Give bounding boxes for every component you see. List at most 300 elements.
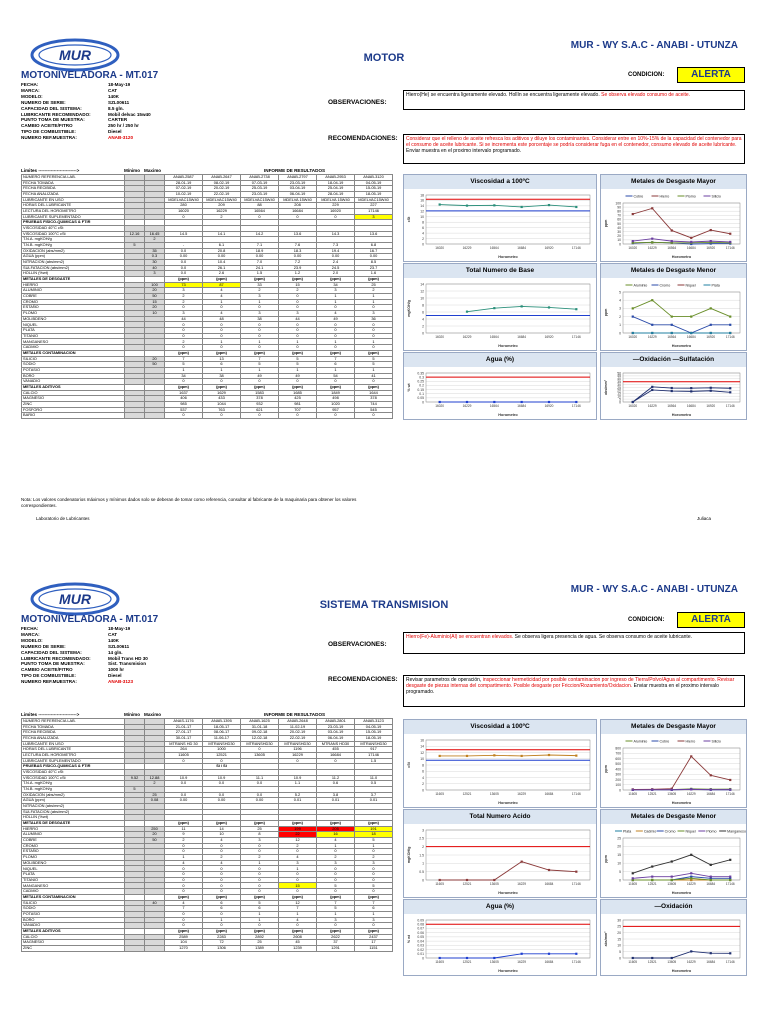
y-tick-label: 0.15 (417, 387, 424, 392)
row-label: TITANIO (22, 333, 125, 339)
y-tick-label: 45 (617, 374, 621, 379)
y-tick-label: 10 (420, 215, 424, 220)
x-axis-label: Horometro (498, 891, 518, 895)
result-cell: 0 (279, 379, 317, 385)
result-cell: 1270 (165, 945, 203, 951)
result-cell: 13.6 (279, 231, 317, 237)
chart-title: Metales de Desgaste Menor (601, 810, 746, 824)
row-label: NIQUEL (22, 322, 125, 328)
result-cell: 04-05-19 (355, 724, 393, 730)
result-cell: 2.6 (203, 271, 241, 277)
y-axis-label: ppm (604, 765, 608, 773)
result-cell: 0.6 (317, 781, 355, 787)
logo-text: MUR (59, 591, 91, 607)
x-tick-label: 16229 (647, 335, 657, 339)
info-value: 140K (108, 637, 119, 643)
data-point (671, 316, 673, 318)
result-cell: (ppm) (279, 384, 317, 390)
row-label: ZINC (22, 401, 125, 407)
data-point (439, 957, 441, 959)
result-cell: 1629 (203, 390, 241, 396)
result-cell: 0 (165, 305, 203, 311)
x-tick-label: 16020 (628, 404, 638, 408)
result-cell: 2 (241, 288, 279, 294)
row-label: PLATA (22, 328, 125, 334)
result-cell: MTRANSHD30 (279, 741, 317, 747)
chart-title: Viscosidad a 100ºC (404, 720, 596, 734)
result-cell: 3 (279, 311, 317, 317)
result-cell: 0 (317, 333, 355, 339)
result-cell: 1044 (203, 401, 241, 407)
result-cell: 0 (165, 413, 203, 419)
result-cell: 11605 (165, 753, 203, 759)
table-note: Nota: Los valores condenatorios máximos y mínimos dados solo se deberan de tomar como referencia, consultar al fabricante de la maquinaria para obtener los valores correspondientes. (21, 497, 357, 508)
recommendation-part: Revisar parametros de operación, (406, 677, 483, 683)
data-point (651, 207, 653, 209)
result-cell: MTRANSHD30 (241, 741, 279, 747)
series-line (633, 951, 731, 958)
result-cell: (ppm) (203, 928, 241, 934)
result-cell: 0 (279, 214, 317, 220)
report-title: SISTEMA TRANSMISION (319, 599, 449, 611)
legend-label: Plata (623, 829, 632, 834)
x-tick-label: 13605 (489, 960, 499, 964)
data-point (632, 213, 634, 215)
result-cell: 18 (355, 832, 393, 838)
result-cell: 0 (355, 379, 393, 385)
result-cell: 3 (355, 311, 393, 317)
result-cell: 1 (355, 294, 393, 300)
result-cell: 0 (317, 866, 355, 872)
y-tick-label: 6 (422, 769, 424, 774)
result-cell: 20-02-19 (203, 186, 241, 192)
result-cell: (ppm) (355, 384, 393, 390)
result-cell: 0 (279, 328, 317, 334)
result-cell: (ppm) (241, 384, 279, 390)
result-cell: 11.0 (355, 775, 393, 781)
result-cell: 12 (279, 900, 317, 906)
data-point (710, 774, 712, 776)
data-point (671, 860, 673, 862)
result-cell: 72 (203, 940, 241, 946)
result-cell: 0 (241, 345, 279, 351)
max-limit: 40 (145, 900, 165, 906)
result-cell: 0 (355, 305, 393, 311)
x-tick-label: 17146 (571, 404, 581, 408)
info-row (21, 135, 151, 141)
x-tick-label: 17146 (725, 404, 735, 408)
result-cell: 0 (355, 328, 393, 334)
result-cell: 3 (355, 860, 393, 866)
result-cell: 25-04-19 (317, 186, 355, 192)
x-axis-label: Horometro (671, 413, 692, 417)
row-label: T.N.A. mgKOH/g (22, 781, 125, 787)
result-cell: (ppm) (241, 928, 279, 934)
result-cell: 104 (165, 940, 203, 946)
y-tick-label: 10 (617, 861, 621, 866)
max-limit: 20 (145, 832, 165, 838)
observation-part: Hierro(He) se encuentra ligeramente elevado. Hollín se encuentra ligeramente elevado. (406, 92, 602, 98)
y-axis-label: mgKOH/g (407, 300, 411, 317)
data-point (651, 332, 653, 334)
result-cell: 3 (241, 294, 279, 300)
data-point (710, 789, 712, 791)
y-tick-label: 0 (422, 788, 424, 793)
row-label: AGUA (ppm) (22, 798, 125, 804)
x-tick-label: 16920 (706, 335, 716, 339)
data-point (651, 241, 653, 243)
result-cell: 0 (317, 889, 355, 895)
data-point (548, 204, 550, 206)
x-axis-label: Horometro (671, 801, 692, 805)
y-tick-label: 300 (615, 772, 621, 777)
y-tick-label: 0 (422, 400, 424, 405)
x-tick-label: 16229 (517, 960, 527, 964)
row-label: NIQUEL (22, 866, 125, 872)
result-cell: 7.2 (279, 260, 317, 266)
machine-name: MOTONIVELADORA - MT.017 (21, 70, 159, 81)
result-cell: 0.00 (165, 254, 203, 260)
result-cell: 37 (317, 940, 355, 946)
result-cell: 1583 (241, 390, 279, 396)
legend-label: Aluminio (633, 739, 648, 744)
x-axis-label: Horometro (671, 344, 692, 348)
result-cell: 378 (355, 396, 393, 402)
legend-label: Cobre (633, 194, 644, 199)
recommendations-label: RECOMENDACIONES: (328, 135, 398, 142)
result-cell: 1 (355, 339, 393, 345)
result-cell: (ppm) (355, 350, 393, 356)
y-tick-label: 10 (420, 757, 424, 762)
max-limit: 35 (145, 248, 165, 254)
result-cell: (ppm) (355, 894, 393, 900)
result-cell: 24.1 (241, 265, 279, 271)
result-cell: 5 (241, 900, 279, 906)
data-point (493, 754, 495, 756)
row-label: HIERRO (22, 282, 125, 288)
result-cell: 15-05-19 (355, 730, 393, 736)
result-cell: 1 (355, 367, 393, 373)
result-cell: 4 (279, 917, 317, 923)
max-limit: 3 (145, 271, 165, 277)
data-point (651, 789, 653, 791)
result-cell: 7.0 (241, 260, 279, 266)
x-axis-label: Horometro (671, 969, 692, 973)
result-cell: 0 (241, 883, 279, 889)
result-cell: MDELVAC15W40 (241, 197, 279, 203)
result-cell: 2 (165, 294, 203, 300)
data-point (521, 401, 523, 403)
result-cell: 763 (203, 407, 241, 413)
result-cell: 1849 (317, 390, 355, 396)
chart-svg (404, 810, 596, 897)
result-cell: 0.0 (165, 271, 203, 277)
result-cell: 18-05-19 (355, 192, 393, 198)
info-label: FECHA: (21, 82, 39, 87)
result-cell: 2 (203, 214, 241, 220)
y-tick-label: 4 (422, 231, 424, 236)
result-cell: (ppm) (241, 894, 279, 900)
result-cell: 23.7 (355, 265, 393, 271)
x-tick-label: 17146 (571, 792, 581, 796)
legend-label: Niquel (685, 829, 696, 834)
max-limit: 0.3 (145, 254, 165, 260)
info-value: CAT (108, 87, 118, 93)
result-cell: MDELVA 15W40 (317, 197, 355, 203)
legend-label: Plata (711, 283, 720, 288)
result-cell: 73 (165, 282, 203, 288)
data-point (632, 877, 634, 879)
result-cell: 10-02-19 (165, 192, 203, 198)
row-label: LUBRICANTE SUPLEMENTADO (22, 214, 125, 220)
result-cell: (ppm) (203, 277, 241, 283)
row-label: HIERRO (22, 826, 125, 832)
max-limit: 20 (145, 356, 165, 362)
result-cell: MTRANSHD30 (203, 741, 241, 747)
results-label: INFORME DE RESULTADOS (264, 168, 326, 173)
y-tick-label: 25 (617, 836, 621, 841)
table-row (22, 945, 393, 951)
legend-label: Cobre (659, 739, 670, 744)
result-cell: 917 (355, 747, 393, 753)
result-cell: 14.2 (241, 231, 279, 237)
row-label: VISCOSIDAD 100°C cSt (22, 231, 125, 237)
result-cell: 34 (165, 373, 203, 379)
result-cell: 0.0 (165, 260, 203, 266)
row-label: POTASIO (22, 367, 125, 373)
result-cell: 10 (203, 832, 241, 838)
result-cell: 1 (241, 860, 279, 866)
chart-panel (403, 719, 597, 808)
info-value: SZL00611 (108, 99, 130, 105)
result-cell: 1 (203, 339, 241, 345)
result-cell: (ppm) (203, 384, 241, 390)
y-tick-label: 20 (617, 930, 621, 935)
x-tick-label: 16920 (544, 335, 554, 339)
data-point (690, 316, 692, 318)
result-cell: 18-05-19 (355, 736, 393, 742)
result-cell: 04-05-19 (355, 180, 393, 186)
result-cell: 2608 (279, 934, 317, 940)
result-cell: 0 (203, 379, 241, 385)
max-limit (145, 945, 165, 951)
info-label: LUBRICANTE RECOMENDADO: (21, 111, 91, 117)
data-point (729, 779, 731, 781)
result-cell: (ppm) (317, 350, 355, 356)
data-point (690, 854, 692, 856)
row-label: FOSFORO (22, 407, 125, 413)
result-cell: 45 (279, 940, 317, 946)
result-cell: ANAB-3120 (355, 175, 393, 181)
result-cell: 5 (355, 838, 393, 844)
y-tick-label: 6 (422, 225, 424, 230)
y-tick-label: 1 (422, 861, 424, 866)
result-cell: 0 (317, 872, 355, 878)
result-cell: 1 (355, 843, 393, 849)
row-label: AGUA (ppm) (22, 254, 125, 260)
y-tick-label: 0 (422, 331, 424, 336)
result-cell: 0 (355, 923, 393, 929)
result-cell: 1.1 (279, 781, 317, 787)
y-tick-label: 5 (619, 397, 621, 402)
result-cell: 2.4 (317, 260, 355, 266)
result-cell: 0.00 (241, 254, 279, 260)
data-point (690, 332, 692, 334)
result-cell: 0 (241, 413, 279, 419)
result-cell: 3.8 (317, 792, 355, 798)
info-value: 1000 hr (108, 667, 125, 673)
result-cell: 14.5 (165, 231, 203, 237)
y-tick-label: 4 (422, 317, 424, 322)
y-tick-label: 90 (617, 205, 621, 210)
result-cell: 2892 (241, 934, 279, 940)
recommendations-label: RECOMENDACIONES: (328, 676, 398, 683)
y-tick-label: 0.2 (419, 383, 424, 388)
result-cell: 3 (241, 838, 279, 844)
result-cell: 38 (203, 373, 241, 379)
result-cell: 0 (317, 328, 355, 334)
data-point (690, 788, 692, 790)
result-cell: 0 (279, 877, 317, 883)
result-cell: 34 (317, 282, 355, 288)
result-cell: Si / Si (203, 764, 241, 770)
result-cell: 0 (165, 214, 203, 220)
info-label: CAPACIDAD DEL SISTEMA: (21, 105, 82, 111)
result-cell: 0 (279, 849, 317, 855)
data-point (710, 387, 712, 389)
result-cell: 12 (279, 838, 317, 844)
result-cell: ANAB-1625 (241, 719, 279, 725)
result-cell: 11-02-19 (279, 724, 317, 730)
y-tick-label: 12 (420, 750, 424, 755)
legend-label: Plomo (685, 194, 696, 199)
min-limit: 9.52 (125, 775, 145, 781)
max-limit: 12.88 (145, 775, 165, 781)
row-label: MOLIBDENO (22, 316, 125, 322)
result-cell: 1000 (203, 747, 241, 753)
info-value: Mobil Trans HD 30 (108, 655, 148, 661)
row-label: OXIDACION (abs/mm2) (22, 248, 125, 254)
data-point (729, 879, 731, 881)
result-cell: 0 (165, 345, 203, 351)
data-point (710, 229, 712, 231)
x-tick-label: 16020 (628, 335, 638, 339)
result-cell: 0.0 (203, 781, 241, 787)
result-cell: 6.8 (355, 243, 393, 249)
recommendations-text (403, 134, 745, 164)
row-label: METALES CONTAMINACION (22, 894, 125, 900)
result-cell: 31-01-18 (241, 724, 279, 730)
result-cell: 5 (355, 356, 393, 362)
result-cell: 0 (165, 872, 203, 878)
x-tick-label: 16229 (647, 246, 657, 250)
y-tick-label: 0 (619, 331, 621, 336)
data-point (651, 876, 653, 878)
max-label: Maximo (144, 712, 162, 717)
result-cell: 1 (241, 917, 279, 923)
result-cell: 0 (355, 877, 393, 883)
data-point (493, 307, 495, 309)
result-cell: 25 (241, 826, 279, 832)
row-label: T.N.A. mgKOH/g (22, 237, 125, 243)
result-cell: 20.8 (203, 248, 241, 254)
data-point (671, 876, 673, 878)
data-point (729, 241, 731, 243)
info-value: Diesel (108, 673, 122, 679)
result-cell: 0 (317, 877, 355, 883)
y-tick-label: 15 (617, 391, 621, 396)
result-cell: MTRANS HD 30 (165, 741, 203, 747)
result-cell: 5 (317, 906, 355, 912)
result-cell: 16684 (279, 209, 317, 215)
chart-svg (601, 720, 746, 807)
min-limit (125, 413, 145, 419)
legend-label: Silicio (711, 194, 721, 199)
y-tick-label: 0 (422, 242, 424, 247)
data-point (439, 401, 441, 403)
max-limit: 40 (145, 265, 165, 271)
result-cell: 7.1 (241, 243, 279, 249)
result-cell: 1644 (355, 390, 393, 396)
data-point (729, 859, 731, 861)
data-point (729, 391, 731, 393)
x-tick-label: 16684 (686, 246, 696, 250)
result-cell: (ppm) (355, 277, 393, 283)
result-cell: 0 (165, 379, 203, 385)
max-limit: 20 (145, 288, 165, 294)
info-label: FECHA: (21, 626, 39, 631)
observation-part: Se observa ligera presencia de agua. Se observa consumo de aceite lubricante. (513, 634, 692, 640)
result-cell: (ppm) (317, 277, 355, 283)
result-cell: 0 (241, 379, 279, 385)
result-cell: 0.00 (203, 254, 241, 260)
result-cell: 22 (279, 832, 317, 838)
y-tick-label: 500 (615, 762, 621, 767)
result-cell: 5 (279, 362, 317, 368)
condition-badge: ALERTA (677, 67, 745, 83)
result-cell: 0 (279, 299, 317, 305)
row-label: PRUEBAS FISICO-QUIMICAS & FTIR (22, 764, 125, 770)
y-axis-label: % wt (407, 934, 411, 944)
result-cell: 2622 (317, 934, 355, 940)
chart-title: Agua (%) (404, 900, 596, 914)
row-label: BORO (22, 917, 125, 923)
y-tick-label: 2 (422, 844, 424, 849)
data-point (521, 206, 523, 208)
row-label: PLOMO (22, 311, 125, 317)
data-point (710, 307, 712, 309)
result-cell: ANAB-2797 (279, 175, 317, 181)
x-tick-label: 16020 (435, 335, 445, 339)
result-cell: 0.5 (355, 781, 393, 787)
result-cell: 6 (203, 906, 241, 912)
result-cell: 2 (165, 339, 203, 345)
info-label: LUBRICANTE RECOMENDADO: (21, 655, 91, 661)
series-line (633, 855, 731, 873)
data-point (493, 204, 495, 206)
result-cell: 0 (203, 872, 241, 878)
row-label: COBRE (22, 294, 125, 300)
chart-panel (600, 263, 747, 351)
x-tick-label: 16229 (686, 882, 696, 886)
max-label: Maximo (144, 168, 162, 173)
y-tick-label: 50 (617, 221, 621, 226)
x-axis-label: Horometro (498, 344, 518, 348)
result-cell: 3 (241, 311, 279, 317)
row-label: VISCOSIDAD 40°C cSt (22, 226, 125, 232)
result-cell: ANAB-2587 (165, 175, 203, 181)
data-point (521, 953, 523, 955)
